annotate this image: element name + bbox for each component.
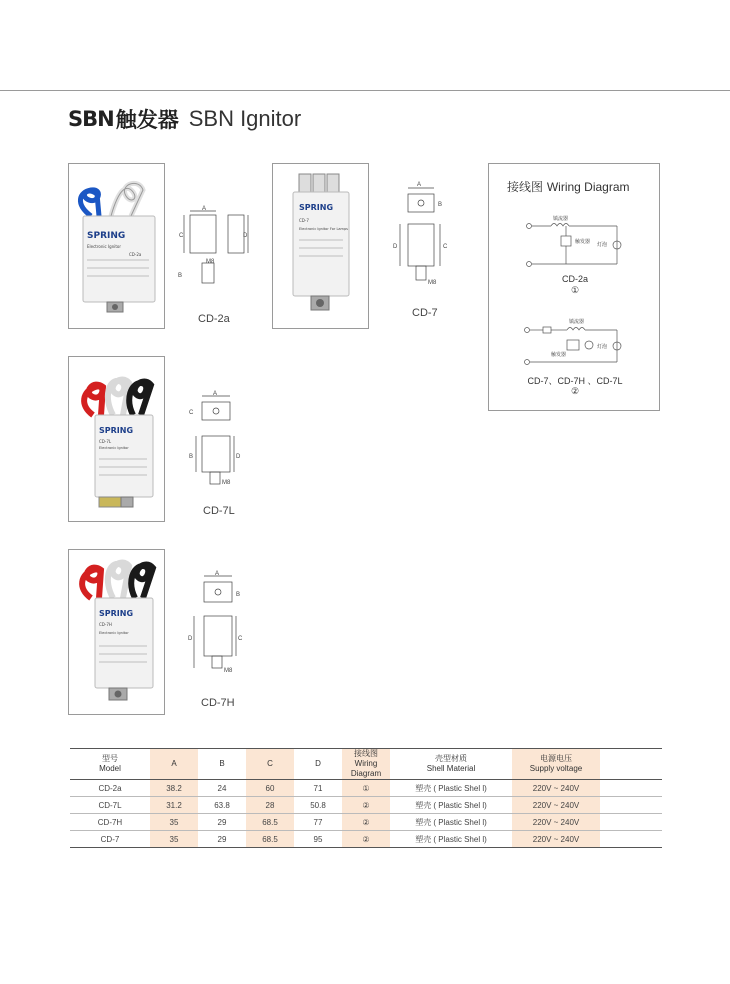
dimension-drawing-cd-7h xyxy=(186,568,246,676)
dim-c: C xyxy=(179,233,184,239)
wiring-title-en: Wiring Diagram xyxy=(546,180,630,194)
lamp-label: 灯泡 xyxy=(597,242,608,248)
dim-a: A xyxy=(202,206,207,212)
spec-table xyxy=(70,748,662,848)
code-text: CD-7L xyxy=(99,439,112,444)
brand-text: SPRING xyxy=(299,203,334,212)
model-label-cd-7: CD-7 xyxy=(412,307,438,319)
wiring-title xyxy=(507,178,630,195)
dimension-drawing-cd-7l xyxy=(186,390,246,490)
th-spacer xyxy=(600,749,662,780)
dim-d: D xyxy=(236,454,241,460)
sub-text: Electronic Ignitor xyxy=(87,244,122,249)
ballast-label: 镇流器 xyxy=(553,216,569,222)
top-rule xyxy=(0,90,730,91)
th-d: D xyxy=(294,749,342,780)
wiring-diagram-1 xyxy=(489,200,659,280)
brand-text: SPRING xyxy=(99,426,134,435)
diagram1-number: ① xyxy=(570,285,580,295)
ignitor-label: 触发器 xyxy=(551,352,567,358)
dim-a: A xyxy=(213,391,218,397)
dim-c: C xyxy=(443,244,448,250)
th-voltage: 电源电压 Supply voltage xyxy=(512,749,600,780)
code-text: CD-7H xyxy=(99,622,112,627)
code-text: CD-7 xyxy=(299,218,309,223)
dim-m8: M8 xyxy=(206,259,215,265)
th-model: 型号 Model xyxy=(70,749,150,780)
ignitor-image xyxy=(69,550,164,714)
page-title xyxy=(68,104,301,134)
dim-b: B xyxy=(236,592,241,598)
dim-b: B xyxy=(178,273,183,279)
ignitor-label: 触发器 xyxy=(575,239,591,245)
dim-a: A xyxy=(215,571,220,577)
ignitor-image xyxy=(69,164,164,328)
model-label-cd-7l: CD-7L xyxy=(203,505,235,517)
dim-b: B xyxy=(189,454,194,460)
ignitor-image xyxy=(69,357,164,521)
ballast-label: 镇流器 xyxy=(569,319,585,325)
dim-d: D xyxy=(188,636,193,642)
sub-text: Electronic Ignitor xyxy=(99,446,129,450)
title-cn: 触发器 xyxy=(115,108,179,132)
dimension-drawing-cd-7 xyxy=(388,180,458,288)
th-a: A xyxy=(150,749,198,780)
sub-text: Electronic Ignitor For Lamps xyxy=(299,227,349,231)
th-c: C xyxy=(246,749,294,780)
dim-c: C xyxy=(238,636,243,642)
table-row: CD-7L 31.2 63.8 28 50.8 ② 塑壳 ( Plastic Shel l) 220V ~ 240V xyxy=(70,797,662,814)
product-photo-cd-7 xyxy=(272,163,369,329)
th-shell: 壳型材质 Shell Material xyxy=(390,749,512,780)
dimension-drawing-cd-2a xyxy=(176,205,256,290)
wiring-title-cn: 接线图 xyxy=(507,180,544,194)
table-row: CD-7 35 29 68.5 95 ② 塑壳 ( Plastic Shel l) 220V ~ 240V xyxy=(70,831,662,848)
dim-c: C xyxy=(189,410,194,416)
diagram1-label: CD-2a xyxy=(561,274,588,284)
diagram2-number: ② xyxy=(570,386,580,396)
product-photo-cd-2a xyxy=(68,163,165,329)
dim-a: A xyxy=(417,182,422,188)
table-header-row xyxy=(70,749,662,780)
dim-d: D xyxy=(393,244,398,250)
sub-text: Electronic Ignitor xyxy=(99,631,129,635)
lamp-label: 灯泡 xyxy=(597,344,608,350)
dim-m8: M8 xyxy=(428,280,437,286)
model-label-cd-7h: CD-7H xyxy=(201,697,235,709)
ignitor-image xyxy=(273,164,368,328)
product-photo-cd-7h xyxy=(68,549,165,715)
product-photo-cd-7l xyxy=(68,356,165,522)
diagram2-label: CD-7、CD-7H 、CD-7L xyxy=(527,376,623,386)
dim-m8: M8 xyxy=(222,480,231,486)
table-row: CD-2a 38.2 24 60 71 ① 塑壳 ( Plastic Shel l) 220V ~ 240V xyxy=(70,780,662,797)
brand-text: SPRING xyxy=(87,231,126,241)
dim-m8: M8 xyxy=(224,668,233,674)
wiring-diagram-panel xyxy=(488,163,660,411)
brand-text: SPRING xyxy=(99,609,134,618)
brand-logo: SBN xyxy=(68,107,114,131)
dim-d: D xyxy=(243,233,248,239)
wiring-diagram-2 xyxy=(489,314,659,374)
code-text: CD-2a xyxy=(129,252,142,257)
th-b: B xyxy=(198,749,246,780)
title-en: SBN Ignitor xyxy=(188,106,302,131)
th-wiring: 接线图 Wiring Diagram xyxy=(342,749,390,780)
dim-b: B xyxy=(438,202,443,208)
table-row: CD-7H 35 29 68.5 77 ② 塑壳 ( Plastic Shel l) 220V ~ 240V xyxy=(70,814,662,831)
model-label-cd-2a: CD-2a xyxy=(198,313,230,325)
